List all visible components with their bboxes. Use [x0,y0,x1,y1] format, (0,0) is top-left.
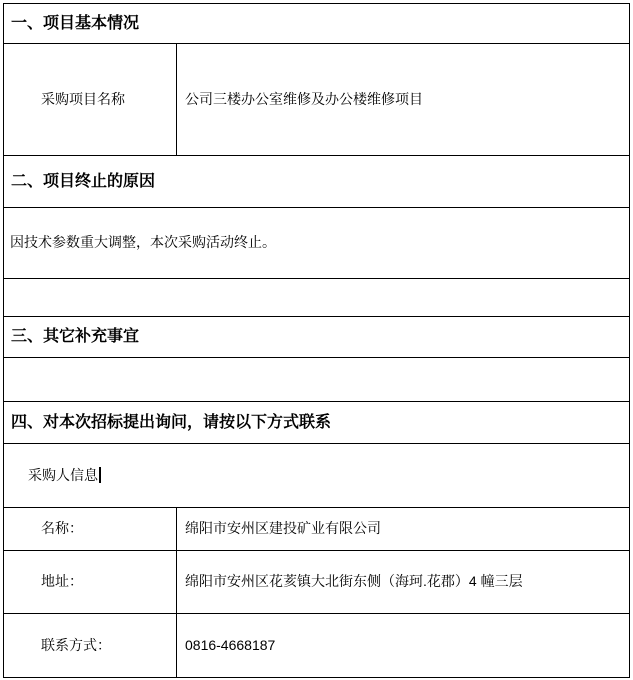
address-label: 地址： [4,551,177,614]
purchaser-info-label: 采购人信息 [28,466,98,483]
table-row [4,444,630,508]
contact-value: 0816-4668187 [177,614,630,678]
table-row [4,4,630,44]
address-value: 绵阳市安州区花荄镇大北街东侧（海珂.花郡）4 幢三层 [177,551,630,614]
empty-cell-1 [4,279,630,317]
table-row [4,402,630,444]
table-row [4,317,630,358]
table-row [4,44,630,156]
project-name-label: 采购项目名称 [4,44,177,156]
section2-header: 二、项目终止的原因 [4,156,630,208]
name-value: 绵阳市安州区建投矿业有限公司 [177,508,630,551]
purchaser-info-cell[interactable] [4,444,630,508]
section1-header: 一、项目基本情况 [4,4,630,44]
contact-label: 联系方式： [4,614,177,678]
table-row [4,156,630,208]
termination-reason-text: 因技术参数重大调整，本次采购活动终止。 [4,208,630,279]
project-name-value: 公司三楼办公室维修及办公楼维修项目 [177,44,630,156]
table-row [4,508,630,551]
text-caret [99,467,101,483]
section4-header: 四、对本次招标提出询问，请按以下方式联系 [4,402,630,444]
table-row [4,358,630,402]
table-row [4,551,630,614]
table-row [4,208,630,279]
table-row [4,279,630,317]
table-row [4,614,630,678]
announcement-table [3,3,630,678]
empty-cell-2 [4,358,630,402]
section3-header: 三、其它补充事宜 [4,317,630,358]
name-label: 名称： [4,508,177,551]
